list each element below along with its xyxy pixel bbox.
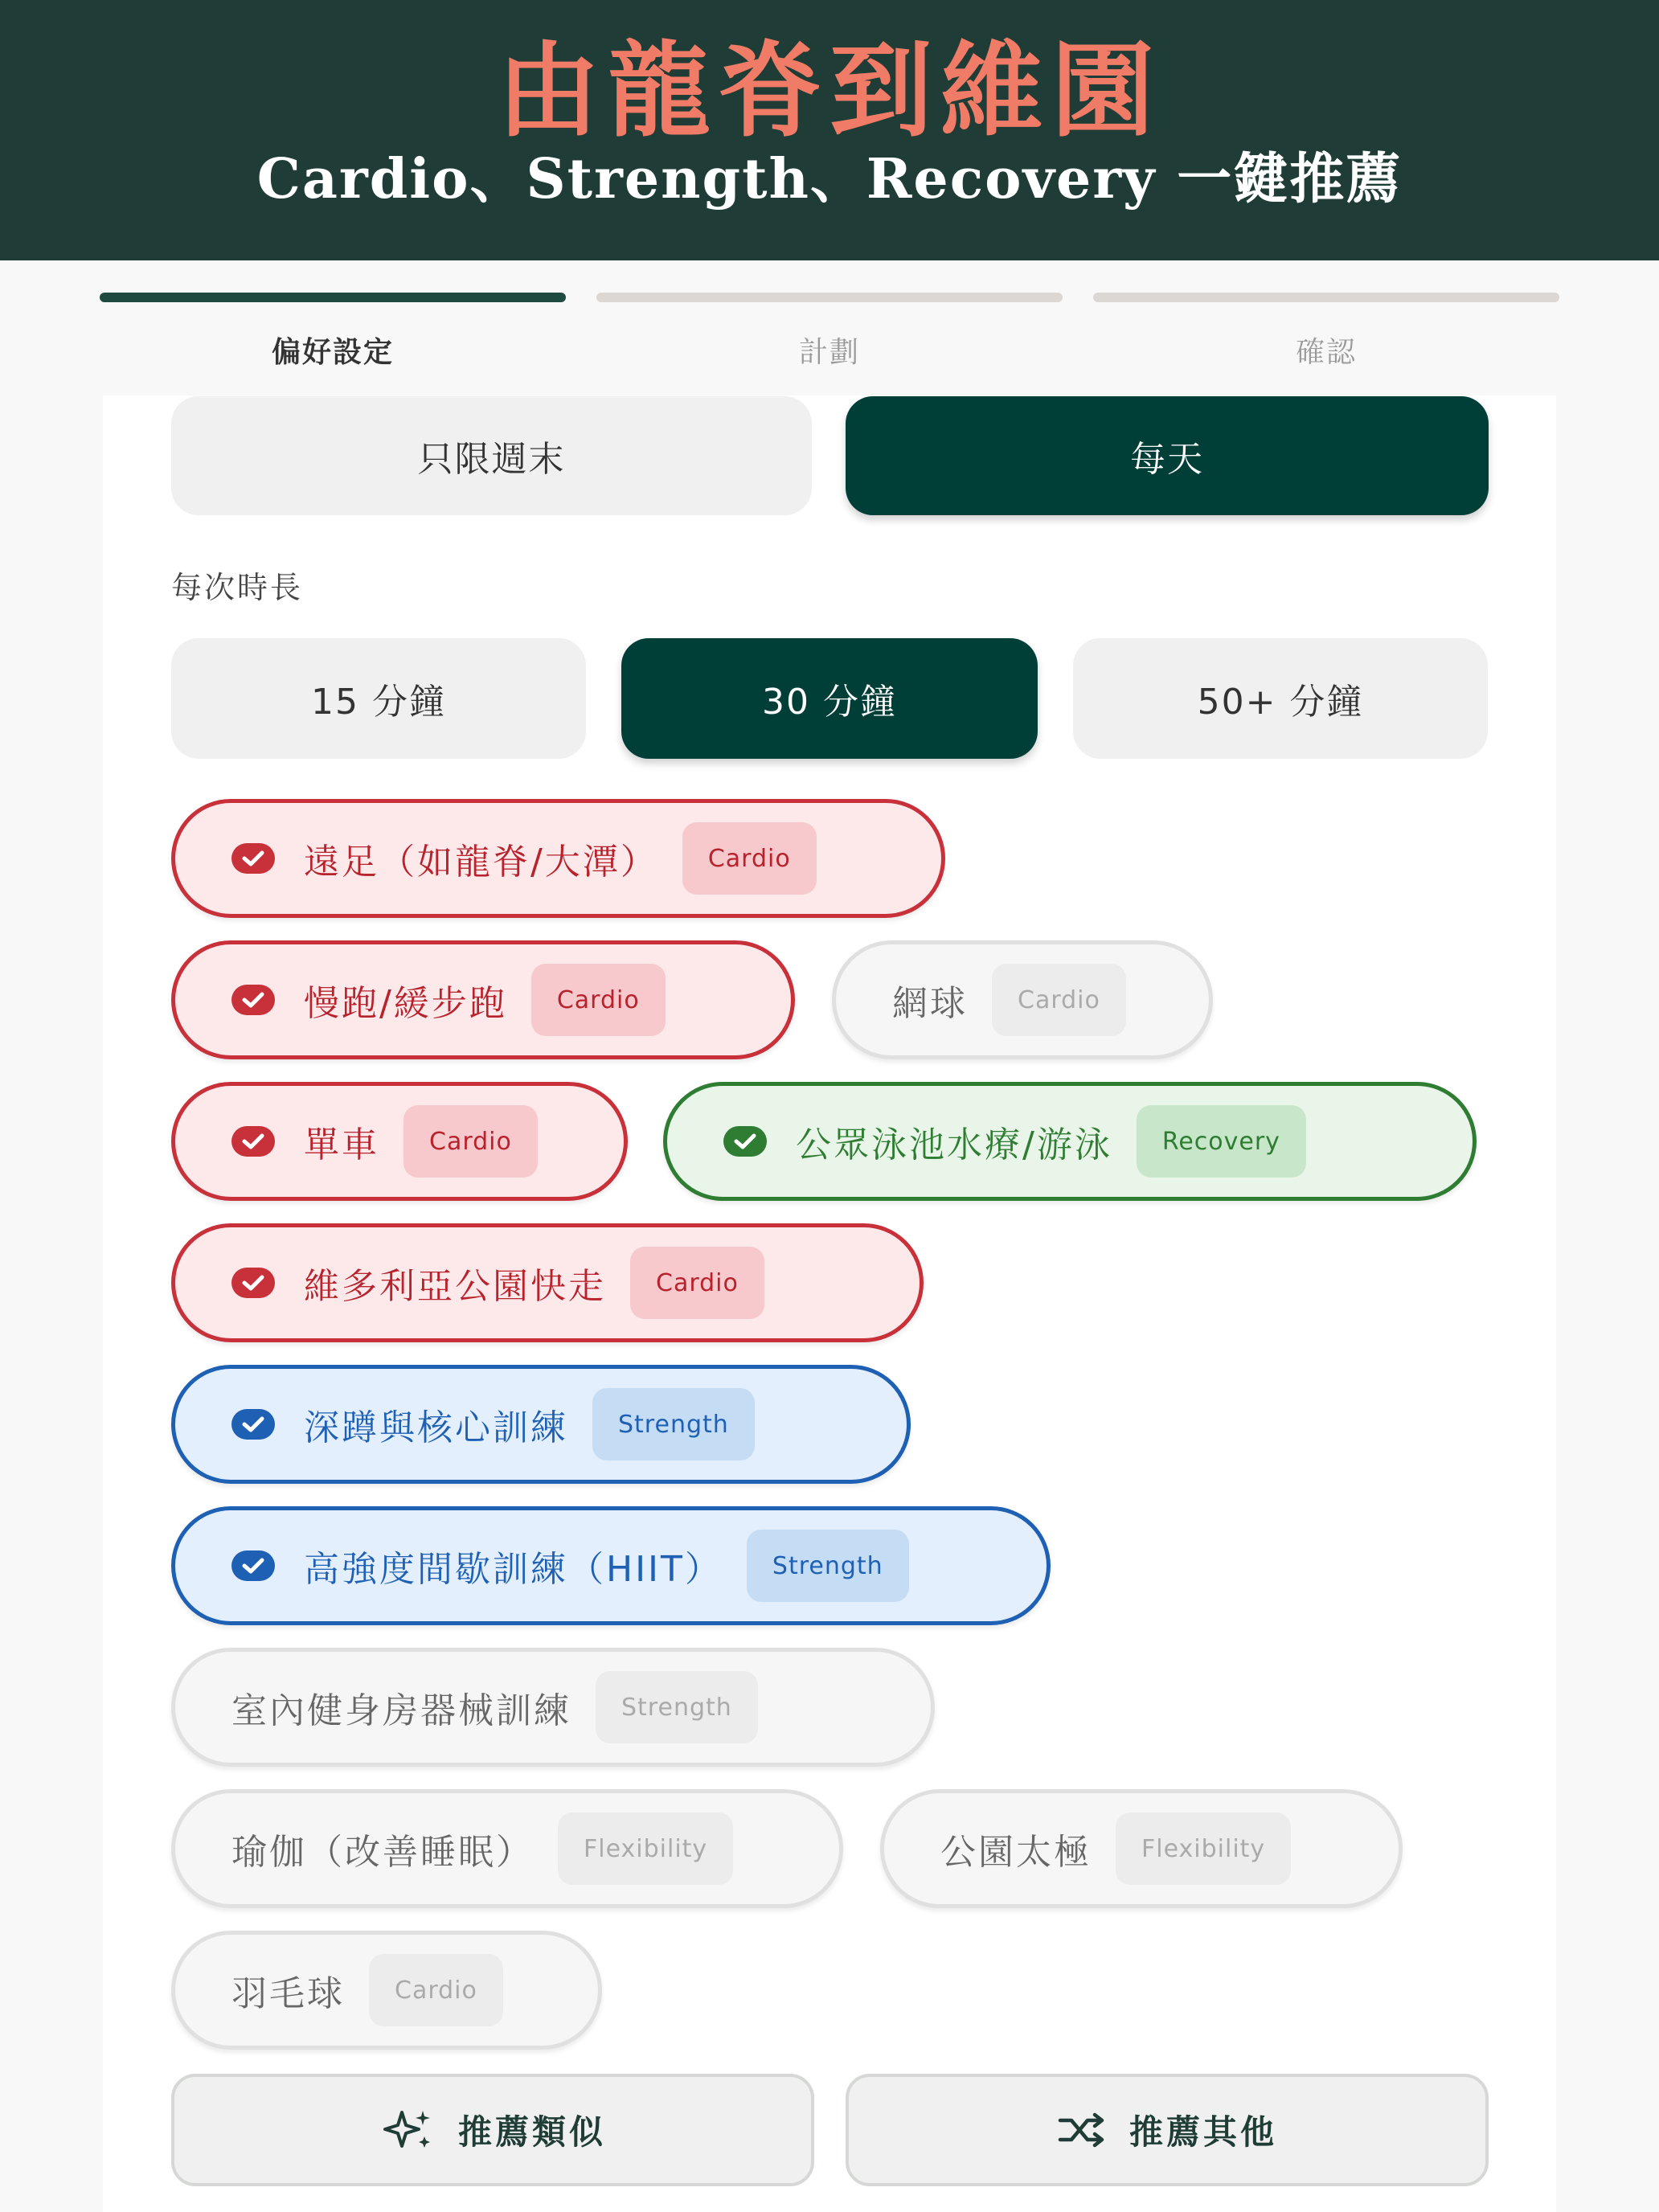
category-tag: Strength [747,1530,909,1602]
check-circle-icon [231,985,275,1015]
activity-name: 羽毛球 [231,1973,345,2014]
duration-50-button[interactable]: 50+ 分鐘 [1073,638,1488,759]
progress-stepper [100,293,1559,395]
duration-15-button[interactable]: 15 分鐘 [171,638,586,759]
category-tag: Flexibility [558,1813,733,1885]
category-tag: Cardio [630,1247,764,1319]
duration-30-button[interactable]: 30 分鐘 [621,638,1038,759]
check-circle-icon [231,1126,275,1157]
activity-name: 高強度間歇訓練（HIIT） [304,1549,723,1590]
category-tag: Cardio [992,964,1126,1036]
check-circle-icon [231,1409,275,1440]
recommend-similar-button[interactable] [171,2074,814,2186]
category-tag: Strength [592,1388,755,1460]
sparkles-icon [379,2108,436,2153]
activity-name: 維多利亞公園快走 [304,1266,606,1307]
step-plan[interactable] [596,293,1063,395]
category-tag: Recovery [1137,1105,1306,1178]
activity-chip-yoga[interactable] [171,1789,843,1908]
category-tag: Cardio [682,822,817,895]
activity-chip-hiking[interactable] [171,799,945,918]
step-confirm[interactable] [1093,293,1559,395]
activity-chip-jogging[interactable] [171,940,795,1059]
activity-chip-cycling[interactable] [171,1082,628,1201]
step-bar [596,293,1063,302]
step-bar [100,293,566,302]
activity-name: 遠足（如龍脊/大潭） [304,842,658,883]
step-bar [1093,293,1559,302]
category-tag: Strength [596,1671,758,1743]
activity-name: 瑜伽（改善睡眠） [231,1832,534,1873]
recommend-similar-label: 推薦類似 [457,2112,606,2152]
frequency-daily-button[interactable]: 每天 [846,396,1489,515]
step-preferences[interactable] [100,293,566,395]
activity-chip-gym[interactable] [171,1648,935,1767]
banner-title: 由龍脊到維園 [496,31,1162,151]
recommend-other-label: 推薦其他 [1129,2112,1277,2152]
step-label: 確認 [1295,336,1357,369]
frequency-weekends-button[interactable]: 只限週末 [171,396,812,515]
activity-chip-squats-core[interactable] [171,1365,911,1484]
activity-chip-swimming[interactable] [663,1082,1477,1201]
activity-name: 網球 [892,983,968,1024]
step-label: 計劃 [798,336,860,369]
activity-chip-hiit[interactable] [171,1506,1051,1625]
activity-name: 室內健身房器械訓練 [231,1690,571,1731]
recommend-other-button[interactable] [846,2074,1489,2186]
banner [0,0,1659,260]
check-circle-icon [231,1268,275,1298]
activity-name: 公眾泳池水療/游泳 [796,1124,1112,1165]
check-circle-icon [231,843,275,874]
activity-name: 公園太極 [940,1832,1092,1873]
check-circle-icon [231,1550,275,1581]
shuffle-icon [1057,2112,1107,2148]
step-label: 偏好設定 [271,336,394,369]
duration-label: 每次時長 [171,570,304,605]
category-tag: Cardio [369,1954,503,2026]
activity-name: 慢跑/緩步跑 [304,983,507,1024]
activity-chip-tai-chi[interactable] [880,1789,1403,1908]
activity-name: 深蹲與核心訓練 [304,1407,568,1448]
activity-chip-tennis[interactable] [832,940,1213,1059]
banner-subtitle: Cardio、Strength、Recovery 一鍵推薦 [256,147,1403,211]
activity-chip-park-walk[interactable] [171,1223,924,1342]
category-tag: Flexibility [1116,1813,1291,1885]
category-tag: Cardio [531,964,666,1036]
check-circle-icon [723,1126,767,1157]
activity-chip-badminton[interactable] [171,1931,602,2050]
activity-name: 單車 [304,1124,379,1165]
category-tag: Cardio [403,1105,538,1178]
